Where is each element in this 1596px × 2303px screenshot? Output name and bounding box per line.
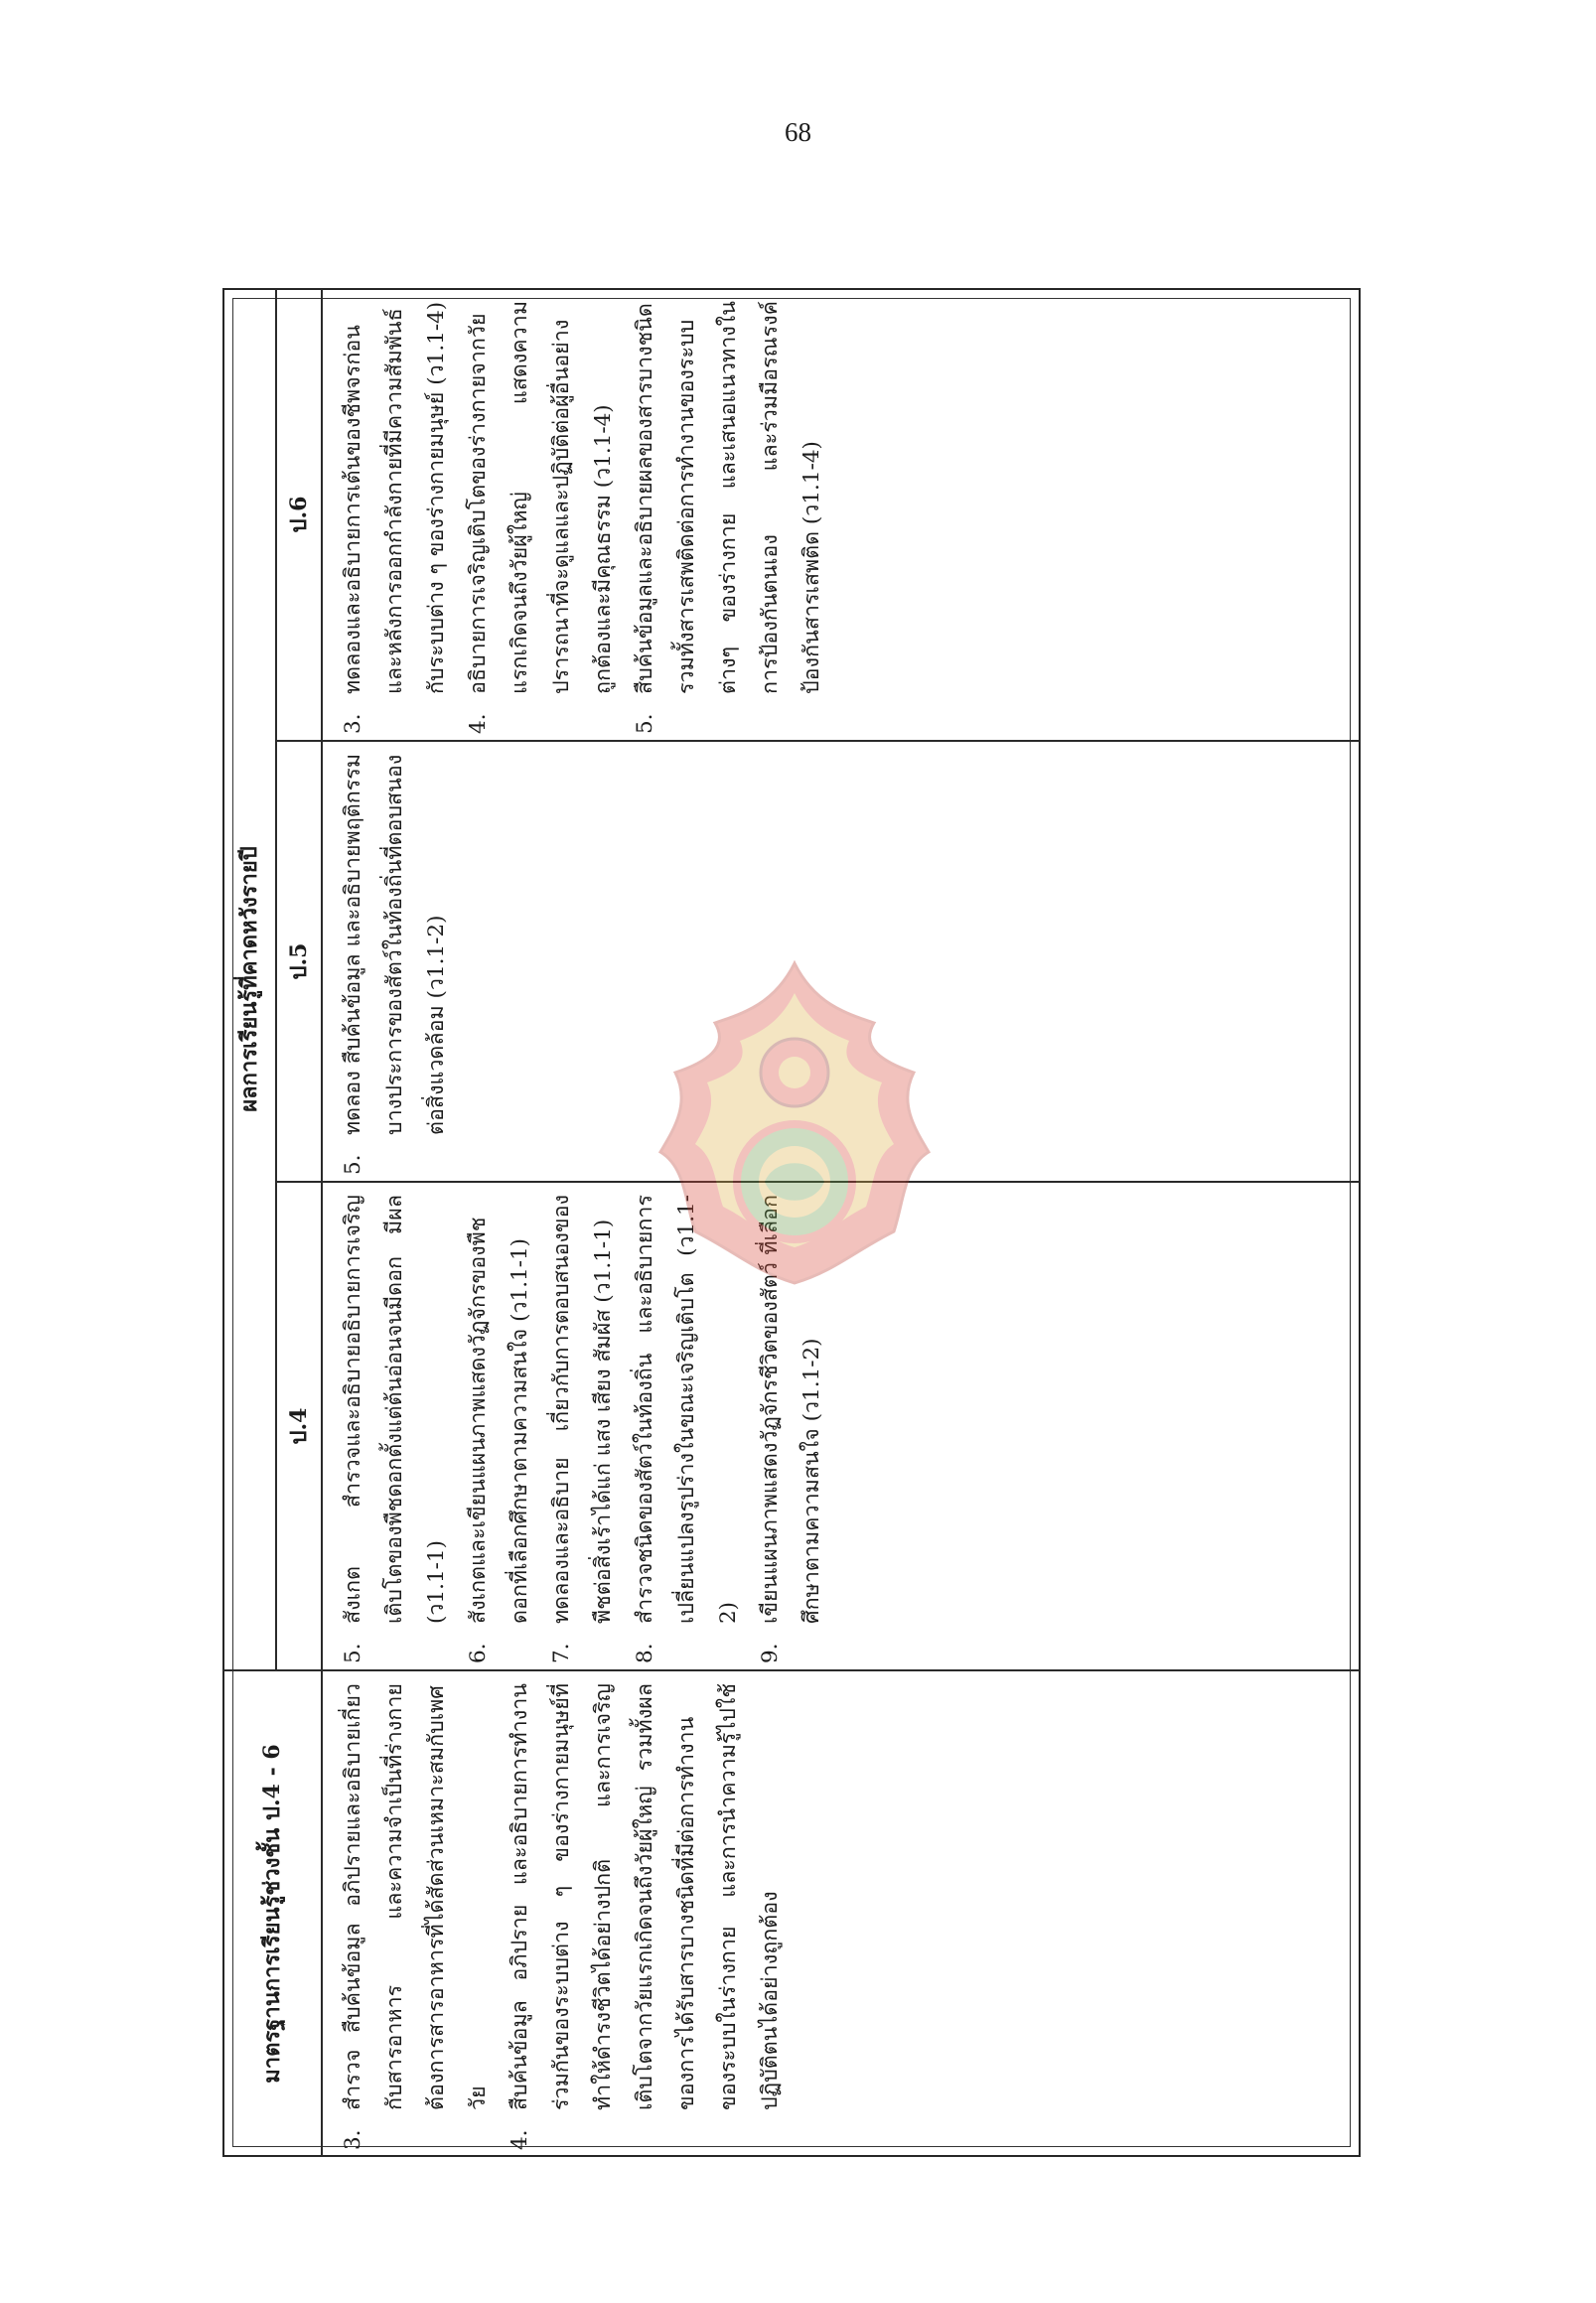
item-number: 6. xyxy=(466,1643,491,1663)
curriculum-table xyxy=(222,288,1361,2157)
p4-column xyxy=(322,1182,1361,1670)
list-item xyxy=(333,1683,500,2150)
list-item xyxy=(333,301,458,734)
p5-column xyxy=(322,741,1361,1182)
item-number: 8. xyxy=(633,1643,657,1663)
item-text: สืบค้นข้อมูลและอธิบายผลของสารบางชนิด รวมทั้งสารเสพติดต่อการทำงานของระบบต่างๆ ของร่างกาย และเสนอแนวทางในการป้องกันตนเอง และร่วมมือรณรงค์ป้องกันสารเสพติด (ว1.1-4) xyxy=(633,301,824,694)
p6-column xyxy=(322,288,1361,741)
item-text: สังเกตและเขียนแผนภาพแสดงวัฏจักรของพืชดอกที่เลือกศึกษาตามความสนใจ (ว1.1-1) xyxy=(466,1217,532,1624)
item-number: 4. xyxy=(466,713,491,734)
item-text: ทดลอง สืบค้นข้อมูล และอธิบายพฤติกรรมบางประการของสัตว์ในท้องถิ่นที่ตอบสนองต่อสิ่งแวดล้อม (ว1.1-2) xyxy=(341,754,449,1135)
grade-header-p6: ป.6 xyxy=(276,288,322,741)
item-text: ทดลองและอธิบายการเต้นของชีพจรก่อนและหลังการออกกำลังกายที่มีความสัมพันธ์กับระบบต่าง ๆ ของร่างกายมนุษย์ (ว1.1-4) xyxy=(341,301,449,694)
list-item xyxy=(458,301,625,734)
list-item xyxy=(541,1195,625,1663)
item-number: 5. xyxy=(341,1154,365,1175)
item-number: 3. xyxy=(341,2129,365,2150)
page-number: 68 xyxy=(785,117,811,147)
grade-header-p4: ป.4 xyxy=(276,1182,322,1670)
list-item xyxy=(500,1683,792,2150)
item-number: 3. xyxy=(341,713,365,734)
item-number: 5. xyxy=(633,713,657,734)
item-text: สืบค้นข้อมูล อภิปราย และอธิบายการทำงานร่วมกันของระบบต่าง ๆ ของร่างกายมนุษย์ที่ทำให้ดำรงชีวิตได้อย่างปกติ และการเจริญเติบโตจากวัยแรกเกิดจนถึงวัยผู้ใหญ่ รวมทั้งผลของการได้รับสารบางชนิดที่มีต่อการทำงานของระบบในร่างกาย และการนำความรู้ไปใช้ปฏิบัติตนได้อย่างถูกต้อง xyxy=(508,1683,783,2110)
item-text: สังเกต สำรวจและอธิบายอธิบายการเจริญเติบโตของพืชดอกตั้งแต่ต้นอ่อนจนมีดอก มีผล (ว1.1-1) xyxy=(341,1195,449,1624)
item-text: สำรวจชนิดของสัตว์ในท้องถิ่น และอธิบายการเปลี่ยนแปลงรูปร่างในขณะเจริญเติบโต (ว1.1-2) xyxy=(633,1195,741,1624)
item-text: เขียนแผนภาพแสดงวัฏจักรชีวิตของสัตว์ ที่เลือกศึกษาตามความสนใจ (ว1.1-2) xyxy=(758,1195,824,1624)
standards-column xyxy=(322,1670,1361,2157)
item-number: 7. xyxy=(549,1643,574,1663)
list-item xyxy=(333,754,458,1175)
item-text: อธิบายการเจริญเติบโตของร่างกายจากวัยแรกเกิดจนถึงวัยผู้ใหญ่ แสดงความปรารถนาที่จะดูแลและปฏิบัติต่อผู้อื่นอย่างถูกต้องและมีคุณธรรม (ว1.1-4) xyxy=(466,301,616,694)
item-text: ทดลองและอธิบาย เกี่ยวกับการตอบสนองของพืชต่อสิ่งเร้าได้แก่ แสง เสียง สัมผัส (ว1.1-1) xyxy=(549,1195,616,1624)
grade-header-p5: ป.5 xyxy=(276,741,322,1182)
list-item xyxy=(625,1195,750,1663)
item-number: 4. xyxy=(508,2129,532,2150)
item-number: 5. xyxy=(341,1643,365,1663)
standards-header: มาตรฐานการเรียนรู้ช่วงชั้น ป.4 - 6 xyxy=(222,1670,322,2157)
item-text: สำรวจ สืบค้นข้อมูล อภิปรายและอธิบายเกี่ยวกับสารอาหาร และความจำเป็นที่ร่างกายต้องการสารอาหารที่ได้สัดส่วนเหมาะสมกับเพศ วัย xyxy=(341,1683,491,2110)
results-header: ผลการเรียนรู้ที่คาดหวังรายปี xyxy=(222,288,276,1670)
item-number: 9. xyxy=(758,1643,783,1663)
list-item xyxy=(333,1195,458,1663)
list-item xyxy=(750,1195,833,1663)
list-item xyxy=(458,1195,541,1663)
list-item xyxy=(625,301,833,734)
